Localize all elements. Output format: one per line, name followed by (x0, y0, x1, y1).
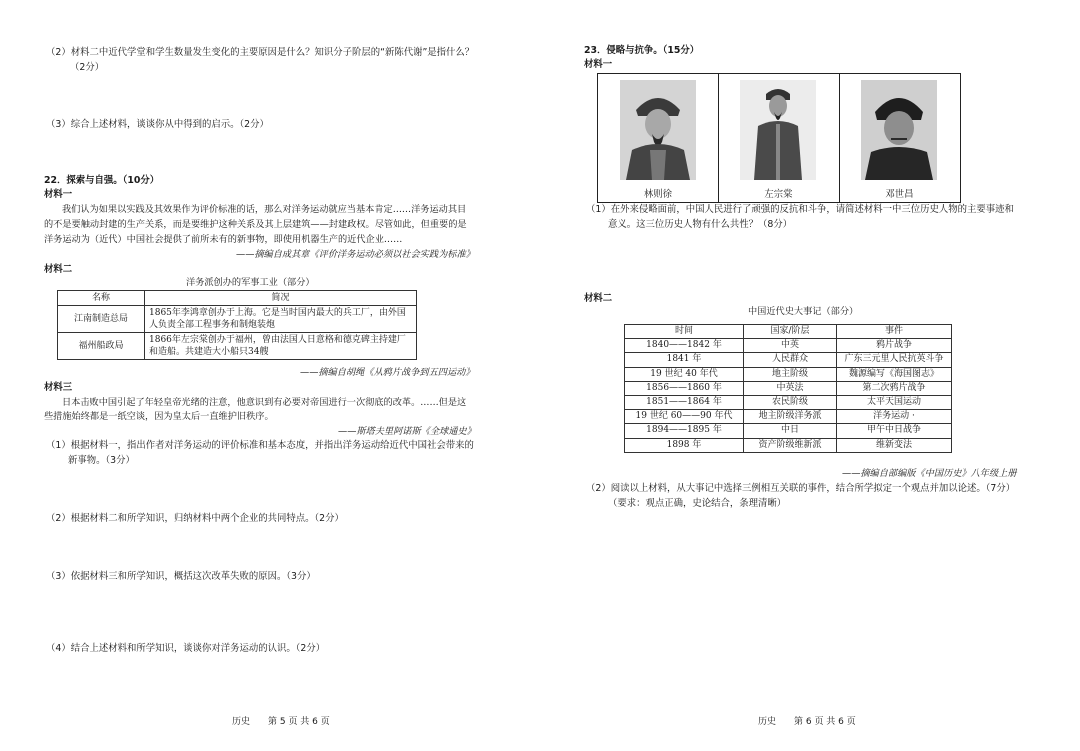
event-name: 太平天国运动 (837, 396, 952, 410)
enterprise-name: 福州船政局 (58, 333, 145, 360)
q22-material3-line1: 日本击败中国引起了年轻皇帝光绪的注意，他意识到有必要对帝国进行一次彻底的改革。……但是这 (62, 397, 467, 408)
enterprise-name: 江南制造总局 (58, 306, 145, 333)
table-header-cell: 事件 (837, 325, 952, 339)
q21-2-line1: （2）材料二中近代学堂和学生数量发生变化的主要原因是什么？知识分子阶层的“新陈代谢”是指什么？ (46, 47, 475, 58)
event-time: 1841 年 (625, 353, 744, 367)
table-header-row (625, 325, 952, 339)
event-name: 魏源编写《海国图志》 (837, 367, 952, 381)
q23-material1-label: 材料一 (584, 59, 613, 70)
q22-sub4: （4）结合上述材料和所学知识，谈谈你对洋务运动的认识。（2分） (46, 643, 326, 654)
q22-sub1-line1: （1）根据材料一，指出作者对洋务运动的评价标准和基本态度，并指出洋务运动给近代中国社会带来的 (46, 440, 474, 451)
portrait-caption: 左宗棠 (764, 189, 793, 200)
table-row (625, 438, 952, 452)
table-header-cell: 简况 (145, 291, 417, 306)
table-row (625, 367, 952, 381)
table-row (625, 339, 952, 353)
q22-sub3: （3）依据材料三和所学知识，概括这次改革失败的原因。（3分） (46, 571, 316, 582)
event-party: 中英法 (744, 381, 837, 395)
table-row (625, 381, 952, 395)
q23-sub1-line2: 意义。这三位历史人物有什么共性？（8分） (608, 219, 793, 230)
event-time: 1898 年 (625, 438, 744, 452)
table-row (625, 396, 952, 410)
portrait-zuo-zongtang-icon (740, 80, 816, 180)
event-time: 19 世纪 40 年代 (625, 367, 744, 381)
q23-material2-caption: 中国近代史大事记（部分） (748, 306, 859, 317)
events-table (624, 324, 952, 453)
event-party: 人民群众 (744, 353, 837, 367)
q22-material2-source: ——摘编自胡绳《从鸦片战争到五四运动》 (300, 367, 475, 378)
event-time: 1894——1895 年 (625, 424, 744, 438)
event-party: 地主阶级 (744, 367, 837, 381)
q22-material1-source: ——摘编自成其章《评价洋务运动必须以社会实践为标准》 (236, 249, 475, 260)
page-footer: 历史 第 5 页 共 6 页 (232, 717, 330, 727)
portrait-caption: 邓世昌 (885, 189, 914, 200)
q22-sub1-line2: 新事物。（3分） (68, 455, 135, 466)
event-party: 农民阶级 (744, 396, 837, 410)
q22-material1-line1: 我们认为如果以实践及其效果作为评价标准的话，那么对洋务运动就应当基本肯定……洋务运动其目 (62, 204, 467, 215)
portrait-strip (597, 73, 961, 203)
q23-sub2-line2: （要求：观点正确，史论结合，条理清晰） (608, 498, 787, 509)
portrait-caption: 林则徐 (643, 189, 673, 200)
event-party: 资产阶级维新派 (744, 438, 837, 452)
q22-title: 22．探索与自强。（10分） (44, 175, 160, 186)
event-name: 鸦片战争 (837, 339, 952, 353)
table-row (625, 410, 952, 424)
q23-material2-label: 材料二 (584, 293, 613, 304)
table-header-cell: 国家/阶层 (744, 325, 837, 339)
portrait-card (598, 74, 719, 202)
table-row (625, 353, 952, 367)
event-name: 洋务运动 · (837, 410, 952, 424)
event-party: 中英 (744, 339, 837, 353)
event-time: 1840——1842 年 (625, 339, 744, 353)
table-row (58, 333, 417, 360)
q22-sub2: （2）根据材料二和所学知识，归纳材料中两个企业的共同特点。（2分） (46, 513, 344, 524)
q22-material3-label: 材料三 (44, 382, 73, 393)
table-row (58, 306, 417, 333)
table-row (625, 424, 952, 438)
event-party: 中日 (744, 424, 837, 438)
q22-material1-label: 材料一 (44, 189, 73, 200)
q23-sub2-line1: （2）阅读以上材料，从大事记中选择三例相互关联的事件，结合所学拟定一个观点并加以论述。（7分） (586, 483, 1016, 494)
portrait-lin-zexu-icon (620, 80, 696, 180)
event-name: 维新变法 (837, 438, 952, 452)
q21-3: （3）综合上述材料，谈谈你从中得到的启示。（2分） (46, 119, 269, 130)
q22-material1-line2: 的不是要触动封建的生产关系，而是要维护这种关系及其上层建筑——封建政权。尽管如此，但重要的是 (44, 219, 467, 230)
enterprise-brief: 1865年李鸿章创办于上海。它是当时国内最大的兵工厂，由外国人负责全部工程事务和制炮装炮 (145, 306, 417, 333)
event-time: 1856——1860 年 (625, 381, 744, 395)
portrait-card (718, 74, 840, 202)
page-footer: 历史 第 6 页 共 6 页 (758, 717, 856, 727)
event-name: 广东三元里人民抗英斗争 (837, 353, 952, 367)
table-header-cell: 时间 (625, 325, 744, 339)
q22-material1-line3: 洋务运动为（近代）中国社会提供了前所未有的新事物，即使用机器生产的近代企业…… (44, 234, 403, 245)
event-name: 甲午中日战争 (837, 424, 952, 438)
q22-material3-line2: 些措施始终都是一纸空谈，因为皇太后一直维护旧秩序。 (44, 411, 274, 422)
q23-title: 23．侵略与抗争。（15分） (584, 45, 700, 56)
event-time: 19 世纪 60——90 年代 (625, 410, 744, 424)
military-industry-table (57, 290, 417, 360)
q22-material2-label: 材料二 (44, 264, 73, 275)
q22-material3-source: ——斯塔夫里阿诺斯《全球通史》 (338, 426, 476, 437)
table-header-row (58, 291, 417, 306)
q23-sub1-line1: （1）在外来侵略面前，中国人民进行了顽强的反抗和斗争，请简述材料一中三位历史人物的主要事迹和 (586, 204, 1014, 215)
event-party: 地主阶级洋务派 (744, 410, 837, 424)
event-time: 1851——1864 年 (625, 396, 744, 410)
portrait-deng-shichang-icon (861, 80, 937, 180)
q22-material2-caption: 洋务派创办的军事工业（部分） (186, 277, 315, 288)
event-name: 第二次鸦片战争 (837, 381, 952, 395)
right-page (540, 0, 1080, 751)
enterprise-brief: 1866年左宗棠创办于福州，曾由法国人日意格和德克碑主持建厂和造船。共建造大小船只34艘 (145, 333, 417, 360)
q21-2-line2: （2分） (70, 62, 105, 73)
table-header-cell: 名称 (58, 291, 145, 306)
portrait-card (839, 74, 960, 202)
q23-material2-source: ——摘编自部编版《中国历史》八年级上册 (842, 468, 1017, 479)
